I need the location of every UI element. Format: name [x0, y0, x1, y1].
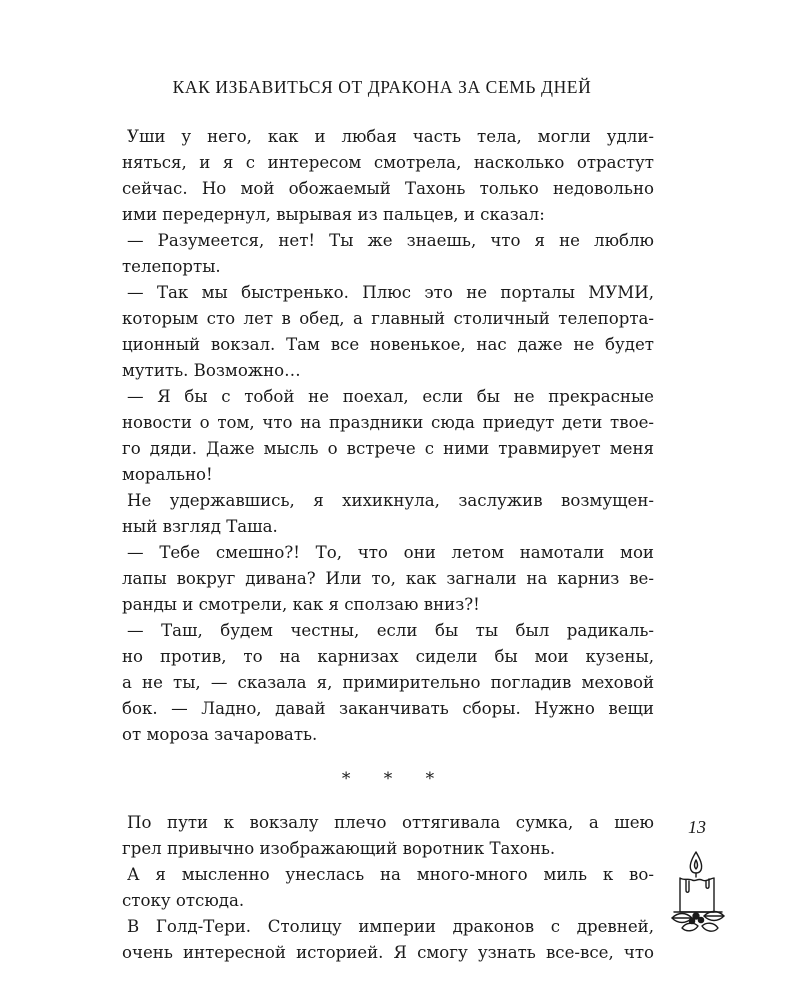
paragraph — [122, 914, 654, 966]
text-line: Уши у него, как и любая часть тела, могли удли- — [127, 127, 654, 146]
text-line: которым сто лет в обед, а главный столичный телепорта- — [122, 309, 654, 328]
text-line: сейчас. Но мой обожаемый Тахонь только недовольно — [122, 179, 654, 198]
text-line: А я мысленно унеслась на много-много миль к во- — [127, 865, 654, 884]
section-separator: * * * — [341, 769, 449, 789]
paragraph — [122, 810, 654, 862]
text-line: мутить. Возможно… — [122, 361, 301, 380]
paragraph — [122, 618, 654, 748]
text-line: очень интересной историей. Я смогу узнать все-все, что — [122, 943, 654, 962]
text-line: — Тебе смешно?! То, что они летом намотали мои — [127, 543, 654, 562]
text-line: но против, то на карнизах сидели бы мои кузены, — [122, 647, 654, 666]
text-line: бок. — Ладно, давай заканчивать сборы. Нужно вещи — [122, 699, 654, 718]
text-line: телепорты. — [122, 257, 221, 276]
body-text — [122, 124, 654, 966]
text-line: ими передернул, вырывая из пальцев, и сказал: — [122, 205, 545, 224]
text-line: новости о том, что на праздники сюда приедут дети твое- — [122, 413, 654, 432]
text-line: лапы вокруг дивана? Или то, как загнали на карниз ве- — [122, 569, 654, 588]
text-line: В Голд-Тери. Столицу империи драконов с древней, — [127, 917, 654, 936]
text-line: Не удержавшись, я хихикнула, заслужив возмущен- — [127, 491, 654, 510]
text-line: няться, и я с интересом смотрела, насколько отрастут — [122, 153, 654, 172]
text-line: — Таш, будем честны, если бы ты был радикаль- — [127, 621, 654, 640]
text-line: ный взгляд Таша. — [122, 517, 278, 536]
text-line: — Так мы быстренько. Плюс это не порталы МУМИ, — [127, 283, 654, 302]
text-line: По пути к вокзалу плечо оттягивала сумка, а шею — [127, 813, 654, 832]
page-number: 13 — [688, 817, 706, 837]
paragraph — [122, 228, 654, 280]
text-line: морально! — [122, 465, 213, 484]
text-line: грел привычно изображающий воротник Тахонь. — [122, 839, 556, 858]
text-line: ранды и смотрели, как я сползаю вниз?! — [122, 595, 480, 614]
text-line: го дяди. Даже мысль о встрече с ними травмирует меня — [122, 439, 654, 458]
paragraph — [122, 124, 654, 228]
text-line: а не ты, — сказала я, примирительно погладив меховой — [122, 673, 654, 692]
text-line: — Разумеется, нет! Ты же знаешь, что я не люблю — [127, 231, 654, 250]
text-line: ционный вокзал. Там все новенькое, нас даже не будет — [122, 335, 654, 354]
text-line: от мороза зачаровать. — [122, 725, 318, 744]
paragraph — [122, 280, 654, 384]
running-head: КАК ИЗБАВИТЬСЯ ОТ ДРАКОНА ЗА СЕМЬ ДНЕЙ — [172, 77, 592, 97]
paragraph — [122, 862, 654, 914]
paragraph — [122, 384, 654, 488]
candle-icon — [662, 848, 734, 940]
text-line: стоку отсюда. — [122, 891, 245, 910]
paragraph — [122, 540, 654, 618]
paragraph — [122, 488, 654, 540]
text-line: — Я бы с тобой не поехал, если бы не прекрасные — [127, 387, 654, 406]
